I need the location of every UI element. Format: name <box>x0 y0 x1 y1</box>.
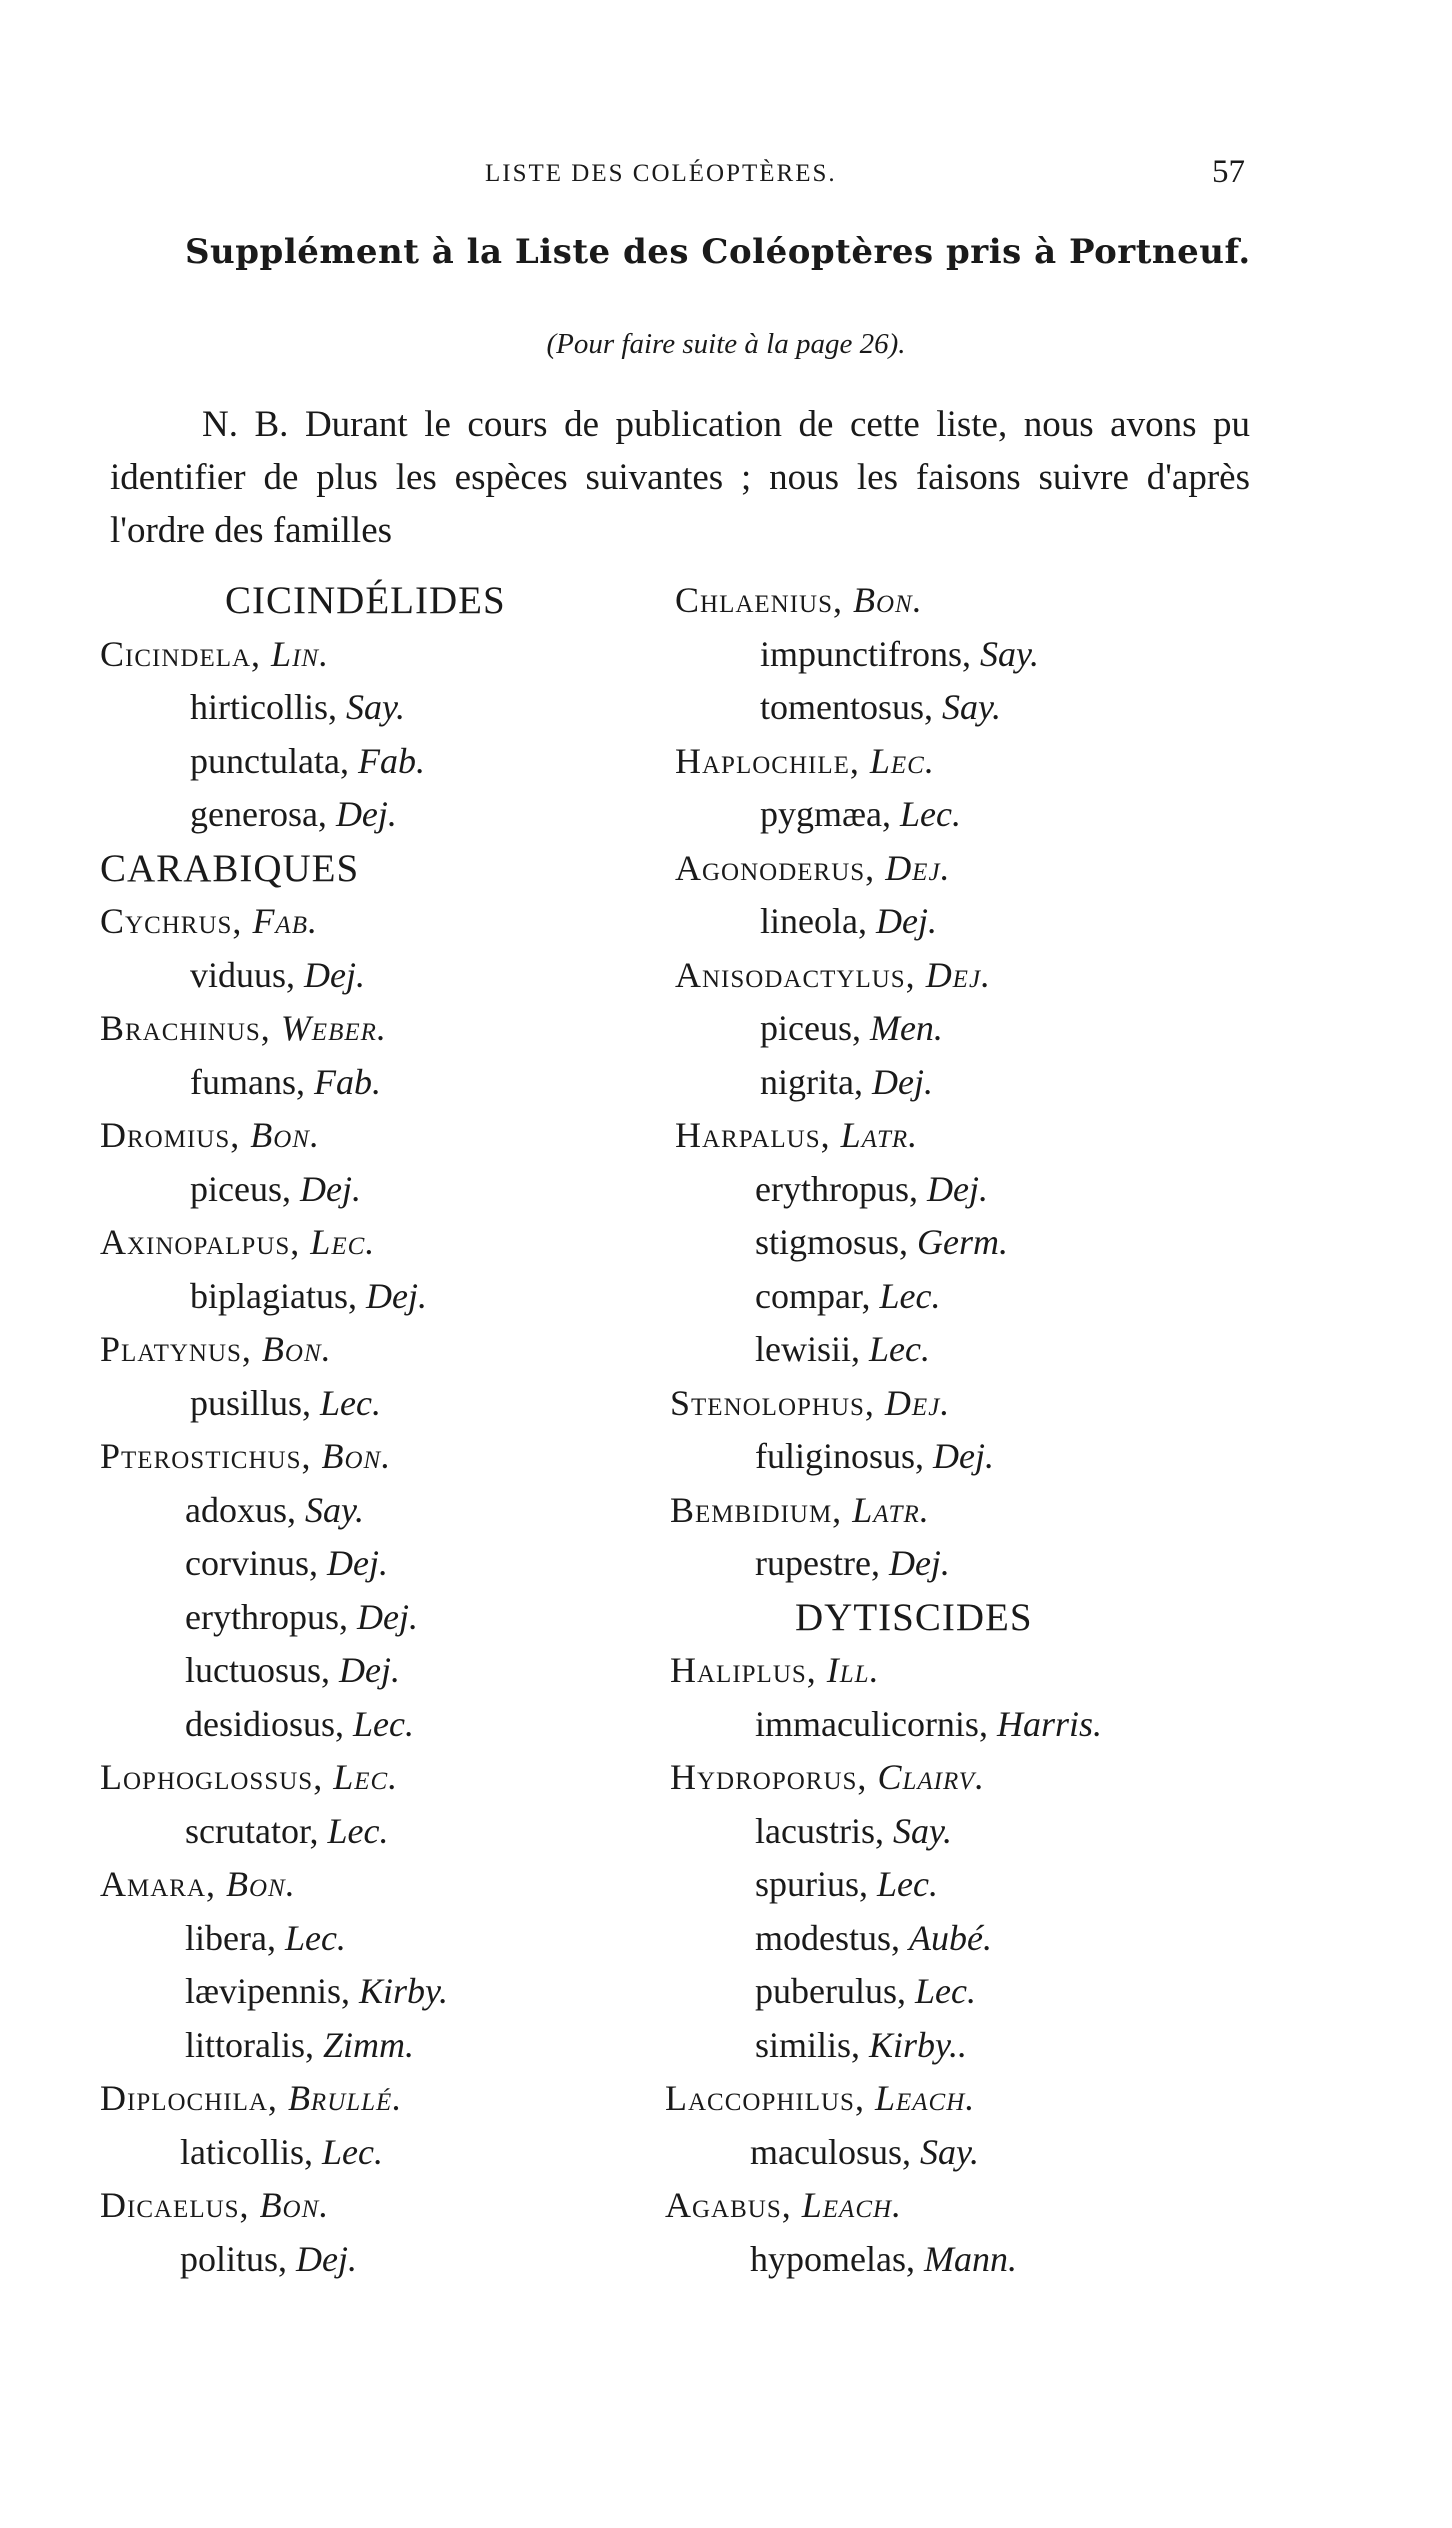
species-entry <box>665 2019 1225 2073</box>
author-name: Say. <box>892 1810 952 1851</box>
author-name: Lec. <box>310 1222 376 1262</box>
genus-name: Hydroporus, <box>670 1757 878 1797</box>
author-name: Lec. <box>879 1275 941 1316</box>
author-name: Dej. <box>299 1168 361 1209</box>
genus-name: Cicindela, <box>100 633 272 674</box>
genus-entry <box>665 574 1225 628</box>
family-name: DYTISCIDES <box>795 1595 1033 1639</box>
author-name: Bon. <box>853 580 923 620</box>
page-header <box>0 154 1452 200</box>
author-name: Say. <box>305 1489 364 1530</box>
genus-name: Agonoderus, <box>675 847 886 888</box>
species-name: stigmosus, <box>755 1222 918 1262</box>
genus-entry <box>665 842 1225 896</box>
species-entry <box>100 681 660 735</box>
author-name: Lec. <box>321 2131 383 2172</box>
author-name: Lec. <box>353 1703 414 1744</box>
species-entry <box>100 1591 660 1645</box>
species-name: lacustris, <box>755 1810 893 1851</box>
intro-note <box>110 398 1250 557</box>
genus-name: Axinopalpus, <box>100 1222 311 1262</box>
author-name: Fab. <box>357 740 425 781</box>
species-name: maculosus, <box>750 2131 920 2172</box>
author-name: Bon. <box>261 1329 332 1369</box>
author-name: Lec. <box>869 1329 930 1369</box>
species-name: lineola, <box>760 901 876 941</box>
genus-name: Bembidium, <box>670 1489 853 1530</box>
species-name: spurius, <box>755 1864 878 1904</box>
author-name: Leach. <box>874 2078 976 2118</box>
genus-name: Cychrus, <box>100 901 253 941</box>
author-name: Dej. <box>365 1275 427 1316</box>
author-name: Fab. <box>313 1061 381 1102</box>
genus-name: Haplochile, <box>675 740 870 781</box>
genus-name: Haliplus, <box>670 1650 827 1690</box>
species-name: lævipennis, <box>185 1971 360 2011</box>
species-name: lewisii, <box>755 1329 869 1369</box>
author-name: Lin. <box>271 633 330 674</box>
genus-name: Stenolophus, <box>670 1382 885 1423</box>
genus-entry <box>665 949 1225 1003</box>
species-entry <box>100 1270 660 1324</box>
species-entry <box>665 1858 1225 1912</box>
species-name: fumans, <box>190 1061 314 1102</box>
species-name: punctulata, <box>190 740 358 781</box>
species-name: rupestre, <box>755 1543 889 1583</box>
genus-entry <box>100 1002 660 1056</box>
genus-entry <box>665 1109 1225 1163</box>
species-entry <box>100 1163 660 1217</box>
species-entry <box>665 1002 1225 1056</box>
author-name: Zimm. <box>323 2024 415 2065</box>
genus-entry <box>100 2072 660 2126</box>
author-name: Lec. <box>900 794 961 834</box>
genus-name: Chlaenius, <box>675 580 853 620</box>
species-entry <box>665 1912 1225 1966</box>
author-name: Lec. <box>320 1382 382 1423</box>
species-entry <box>100 1056 660 1110</box>
author-name: Dej. <box>926 1168 988 1209</box>
author-name: Dej. <box>875 901 937 941</box>
genus-entry <box>100 628 660 682</box>
species-name: scrutator, <box>185 1810 328 1851</box>
species-entry <box>100 949 660 1003</box>
genus-entry <box>100 895 660 949</box>
genus-entry <box>665 1644 1225 1698</box>
author-name: Mann. <box>923 2238 1017 2279</box>
species-entry <box>100 1698 660 1752</box>
species-entry <box>665 2126 1225 2180</box>
species-name: laticollis, <box>180 2131 322 2172</box>
family-name: CICINDÉLIDES <box>225 579 506 622</box>
author-name: Bon. <box>321 1436 392 1476</box>
genus-name: Brachinus, <box>100 1008 281 1048</box>
genus-entry <box>100 1216 660 1270</box>
species-name: hypomelas, <box>750 2238 924 2279</box>
species-entry <box>665 895 1225 949</box>
author-name: Harris. <box>996 1703 1102 1744</box>
species-list-left <box>100 574 660 2286</box>
genus-entry <box>665 1377 1225 1431</box>
species-name: modestus, <box>755 1917 910 1958</box>
genus-name: Platynus, <box>100 1329 262 1369</box>
author-name: Say. <box>919 2131 979 2172</box>
author-name: Fab. <box>252 901 318 941</box>
author-name: Men. <box>869 1008 943 1048</box>
species-name: erythropus, <box>185 1596 357 1637</box>
author-name: Aubé. <box>909 1917 992 1958</box>
species-entry <box>665 1216 1225 1270</box>
author-name: Dej. <box>339 1650 400 1690</box>
author-name: Bon. <box>226 1864 296 1904</box>
author-name: Lec. <box>869 740 935 781</box>
author-name: Lec. <box>327 1810 389 1851</box>
genus-name: Dicaelus, <box>100 2185 260 2225</box>
section-subheading: (Pour faire suite à la page 26). <box>546 328 906 360</box>
genus-name: Anisodactylus, <box>675 954 926 995</box>
species-name: luctuosus, <box>185 1650 340 1690</box>
author-name: Brullé. <box>287 2078 403 2118</box>
species-entry <box>665 1323 1225 1377</box>
species-name: impunctifrons, <box>760 633 980 674</box>
species-entry <box>665 2233 1225 2287</box>
species-list-right <box>665 574 1225 2286</box>
family-entry <box>100 574 660 628</box>
author-name: Lec. <box>333 1757 399 1797</box>
species-entry <box>100 1912 660 1966</box>
species-entry <box>665 628 1225 682</box>
genus-entry <box>665 1751 1225 1805</box>
genus-entry <box>100 1430 660 1484</box>
author-name: Latr. <box>840 1115 919 1155</box>
species-name: piceus, <box>760 1008 870 1048</box>
species-entry <box>100 2126 660 2180</box>
species-entry <box>100 2019 660 2073</box>
author-name: Dej. <box>296 2238 357 2279</box>
species-entry <box>100 1484 660 1538</box>
species-entry <box>100 1965 660 2019</box>
genus-name: Agabus, <box>665 2185 802 2225</box>
author-name: Lec. <box>914 1971 976 2011</box>
species-name: similis, <box>755 2024 870 2065</box>
genus-name: Laccophilus, <box>665 2078 875 2118</box>
genus-entry <box>665 2072 1225 2126</box>
genus-entry <box>100 2179 660 2233</box>
author-name: Dej. <box>885 847 951 888</box>
author-name: Dej. <box>356 1596 418 1637</box>
species-name: politus, <box>180 2238 297 2279</box>
species-entry <box>665 1163 1225 1217</box>
genus-entry <box>665 2179 1225 2233</box>
species-name: pusillus, <box>190 1382 321 1423</box>
author-name: Dej. <box>925 954 992 995</box>
author-name: Germ. <box>917 1222 1009 1262</box>
family-name: CARABIQUES <box>100 846 360 890</box>
author-name: Dej. <box>326 1543 388 1583</box>
family-entry <box>665 1591 1225 1645</box>
author-name: Kirby.. <box>869 2024 968 2065</box>
author-name: Latr. <box>852 1489 930 1530</box>
species-name: viduus, <box>190 954 305 995</box>
species-name: compar, <box>755 1275 880 1316</box>
author-name: Clairv. <box>877 1757 986 1797</box>
author-name: Dej. <box>884 1382 951 1423</box>
species-entry <box>100 1805 660 1859</box>
species-name: tomentosus, <box>760 687 943 727</box>
species-entry <box>100 2233 660 2287</box>
author-name: Ill. <box>826 1650 880 1690</box>
genus-entry <box>665 1484 1225 1538</box>
running-title: LISTE DES COLÉOPTÈRES. <box>485 160 837 187</box>
author-name: Dej. <box>335 794 397 834</box>
family-entry <box>100 842 660 896</box>
genus-name: Pterostichus, <box>100 1436 322 1476</box>
genus-name: Dromius, <box>100 1115 251 1155</box>
species-name: erythropus, <box>755 1168 927 1209</box>
author-name: Weber. <box>280 1008 387 1048</box>
species-name: hirticollis, <box>190 687 346 727</box>
genus-entry <box>100 1323 660 1377</box>
genus-entry <box>100 1109 660 1163</box>
species-name: immaculicornis, <box>755 1703 997 1744</box>
species-entry <box>100 788 660 842</box>
author-name: Kirby. <box>359 1971 449 2011</box>
author-name: Lec. <box>877 1864 938 1904</box>
species-entry <box>665 788 1225 842</box>
author-name: Lec. <box>284 1917 346 1958</box>
species-entry <box>665 681 1225 735</box>
species-entry <box>665 1965 1225 2019</box>
genus-name: Diplochila, <box>100 2078 288 2118</box>
author-name: Bon. <box>250 1115 320 1155</box>
genus-name: Amara, <box>100 1864 227 1904</box>
species-entry <box>665 1537 1225 1591</box>
genus-entry <box>100 1858 660 1912</box>
species-entry <box>665 1270 1225 1324</box>
species-entry <box>100 735 660 789</box>
genus-entry <box>665 735 1225 789</box>
species-entry <box>665 1430 1225 1484</box>
species-entry <box>100 1537 660 1591</box>
author-name: Leach. <box>801 2185 903 2225</box>
genus-name: Harpalus, <box>675 1115 841 1155</box>
author-name: Say. <box>942 687 1002 727</box>
species-name: nigrita, <box>760 1061 872 1102</box>
author-name: Dej. <box>933 1436 994 1476</box>
species-name: adoxus, <box>185 1489 305 1530</box>
species-name: corvinus, <box>185 1543 327 1583</box>
species-name: littoralis, <box>185 2024 323 2065</box>
author-name: Say. <box>346 687 405 727</box>
genus-name: Lophoglossus, <box>100 1757 334 1797</box>
intro-note-text: N. B. Durant le cours de publication de cette liste, nous avons pu identifier de plus les espèces suivantes ; nous les faisons suivre d'après l'ordre des familles <box>110 404 1250 551</box>
species-name: libera, <box>185 1917 285 1958</box>
author-name: Dej. <box>304 954 365 995</box>
species-name: desidiosus, <box>185 1703 354 1744</box>
species-entry <box>665 1056 1225 1110</box>
author-name: Dej. <box>888 1543 950 1583</box>
species-name: biplagiatus, <box>190 1275 366 1316</box>
species-entry <box>665 1698 1225 1752</box>
species-name: fuliginosus, <box>755 1436 934 1476</box>
author-name: Bon. <box>259 2185 330 2225</box>
species-name: generosa, <box>190 794 336 834</box>
genus-entry <box>100 1751 660 1805</box>
page-number: 57 <box>1212 154 1245 190</box>
section-heading: Supplément à la Liste des Coléoptères pris à Portneuf. <box>185 232 1251 272</box>
species-entry <box>100 1644 660 1698</box>
species-name: puberulus, <box>755 1971 915 2011</box>
author-name: Say. <box>979 633 1039 674</box>
species-name: piceus, <box>190 1168 300 1209</box>
author-name: Dej. <box>871 1061 933 1102</box>
species-entry <box>665 1805 1225 1859</box>
species-entry <box>100 1377 660 1431</box>
species-name: pygmæa, <box>760 794 900 834</box>
